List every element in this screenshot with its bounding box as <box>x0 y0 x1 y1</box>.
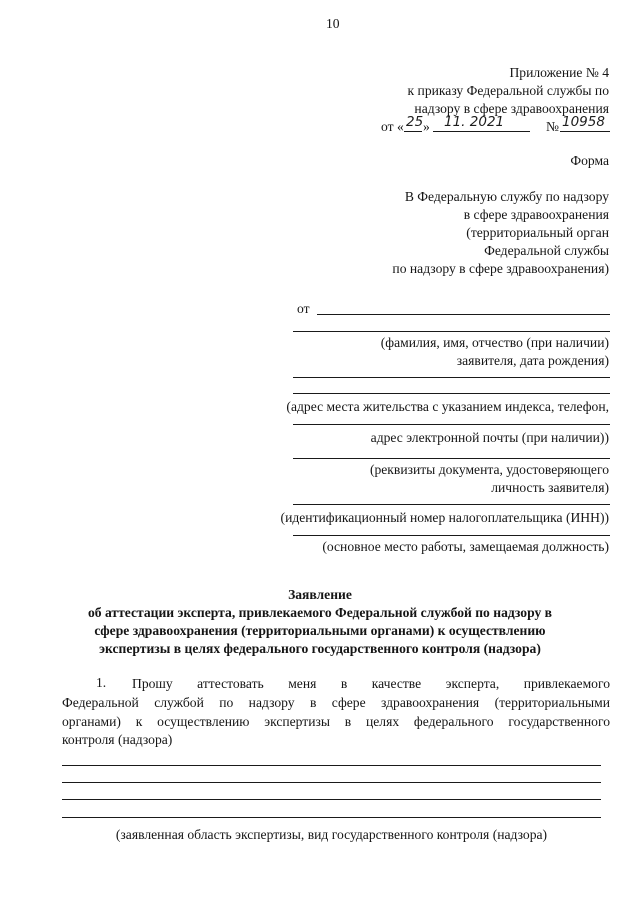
handwritten-order-number: 10958 <box>562 114 605 130</box>
inn-hint: (идентификационный номер налогоплательщика (ИНН)) <box>280 510 609 525</box>
statement-title: Заявление <box>288 587 352 602</box>
addressee-line-5: по надзору в сфере здравоохранения) <box>392 261 609 276</box>
applicant-name-hint-2: заявителя, дата рождения) <box>456 353 609 368</box>
expertise-field-line-3[interactable] <box>62 799 601 800</box>
id-document-hint: (реквизиты документа, удостоверяющего <box>369 462 609 477</box>
addressee-line-2: в сфере здравоохранения <box>463 207 609 222</box>
appendix-title: Приложение № 4 <box>509 65 609 80</box>
paragraph-line-4: контроля (надзора) <box>62 732 173 747</box>
form-label: Форма <box>570 153 609 168</box>
expertise-field-line-2[interactable] <box>62 782 601 783</box>
email-hint: адрес электронной почты (при наличии)) <box>370 430 609 445</box>
paragraph-number: 1. <box>96 675 107 690</box>
statement-subtitle-line-2: сфере здравоохранения (территориальными органами) к осуществлению <box>94 623 546 638</box>
applicant-name-field-line[interactable] <box>317 314 610 315</box>
page-number: 10 <box>326 16 340 31</box>
paragraph-line-3: органами) к осуществлению экспертизы в целях федерального государственного <box>62 714 610 729</box>
id-document-hint-2: личность заявителя) <box>491 480 609 495</box>
addressee-line-3: (территориальный орган <box>466 225 609 240</box>
expertise-field-line-1[interactable] <box>62 765 601 766</box>
inn-field-line[interactable] <box>293 504 610 505</box>
address-field-line-2[interactable] <box>293 393 610 394</box>
statement-subtitle-line-1: об аттестации эксперта, привлекаемого Федеральной службой по надзору в <box>87 605 553 620</box>
appendix-order-line-2: надзору в сфере здравоохранения <box>414 101 609 116</box>
email-field-line[interactable] <box>293 424 610 425</box>
from-label: от <box>297 301 310 316</box>
address-hint: (адрес места жительства с указанием индекса, телефон, <box>286 399 609 414</box>
date-mid: » <box>423 119 430 134</box>
workplace-hint: (основное место работы, замещаемая должность) <box>322 539 609 554</box>
addressee-line-4: Федеральной службы <box>484 243 609 258</box>
day-underline <box>404 131 422 132</box>
handwritten-day: 25 <box>406 114 424 130</box>
expertise-field-line-4[interactable] <box>62 817 601 818</box>
number-underline <box>560 131 610 132</box>
handwritten-month-year: 11. 2021 <box>444 114 505 130</box>
expertise-hint: (заявленная область экспертизы, вид государственного контроля (надзора) <box>115 827 548 842</box>
applicant-name-field-line-2[interactable] <box>293 331 610 332</box>
applicant-name-hint: (фамилия, имя, отчество (при наличии) <box>380 335 609 350</box>
statement-subtitle-line-3: экспертизы в целях федерального государственного контроля (надзора) <box>99 641 541 656</box>
month-year-underline <box>433 131 530 132</box>
workplace-field-line[interactable] <box>293 535 610 536</box>
paragraph-line-2: Федеральной службой по надзору в сфере здравоохранения (территориальными <box>62 695 610 710</box>
date-prefix: от « <box>381 119 404 134</box>
number-label: № <box>546 119 559 134</box>
id-document-field-line[interactable] <box>293 458 610 459</box>
addressee-line-1: В Федеральную службу по надзору <box>404 189 609 204</box>
paragraph-line-1: Прошу аттестовать меня в качестве эксперта, привлекаемого <box>132 676 610 691</box>
address-field-line[interactable] <box>293 377 610 378</box>
appendix-order-line: к приказу Федеральной службы по <box>407 83 609 98</box>
